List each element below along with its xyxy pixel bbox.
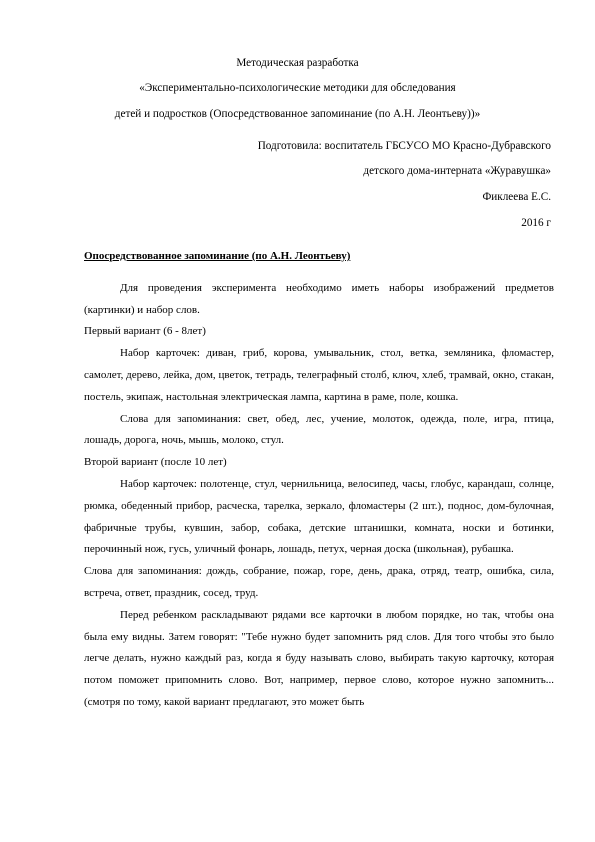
- doc-title-line-1: «Экспериментально-психологические методики для обследования: [139, 82, 456, 94]
- variant-2-cards: Набор карточек: полотенце, стул, чернильница, велосипед, часы, глобус, карандаш, солнце, рюмка, обеденный прибор, расческа, тарелка, зеркало, фломастеры (2 шт.), поднос, дом-булочная, фабричные трубы, кувшин, забор, собака, детские штанишки, комната, носки и ботинки, перочинный нож, гусь, уличный фонарь, лошадь, петух, черная доска (школьная), рубашка.: [84, 477, 554, 556]
- doc-type-line: Методическая разработка: [236, 57, 359, 69]
- intro-paragraph: Для проведения эксперимента необходимо иметь наборы изображений предметов (картинки) и набор слов.: [84, 281, 554, 316]
- variant-1-title: Первый вариант (6 - 8лет): [84, 325, 206, 338]
- document-year: 2016 г: [521, 217, 551, 229]
- section-heading: Опосредствованное запоминание (по А.Н. Леонтьеву): [84, 250, 351, 262]
- author-line-2: детского дома-интерната «Журавушка»: [363, 165, 551, 177]
- instructions-paragraph: Перед ребенком раскладывают рядами все карточки в любом порядке, но так, чтобы она была ему видны. Затем говорят: "Тебе нужно будет запомнить ряд слов. Для того чтобы это было легче делать, нужно каждый раз, когда я буду называть слово, выбирать такую карточку, которая потом поможет припомнить слово. Вот, например, первое слово, которое нужно запомнить... (смотря по тому, какой вариант предлагают, это может быть: [84, 608, 554, 708]
- main-text: [84, 246, 554, 714]
- variant-1-words: Слова для запоминания: свет, обед, лес, учение, молоток, одежда, поле, игра, птица, лошадь, дорога, ночь, мышь, молоко, стул.: [84, 412, 554, 447]
- variant-1-cards: Набор карточек: диван, гриб, корова, умывальник, стол, ветка, земляника, фломастер, самолет, дерево, лейка, дом, цветок, тетрадь, телеграфный столб, ключ, хлеб, трамвай, окно, стакан, постель, экипаж, настольная электрическая лампа, картина в раме, поле, кошка.: [84, 347, 554, 403]
- doc-title-line-2: детей и подростков (Опосредствованное запоминание (по А.Н. Леонтьеву))»: [114, 108, 481, 120]
- variant-2-title: Второй вариант (после 10 лет): [84, 456, 227, 469]
- author-line-1: Подготовила: воспитатель ГБСУСО МО Красно-Дубравского: [257, 140, 551, 152]
- variant-2-words: Слова для запоминания: дождь, собрание, пожар, горе, день, драка, отряд, театр, ошибка, сила, встреча, ответ, праздник, сосед, труд.: [84, 565, 554, 599]
- author-name: Фиклеева Е.С.: [482, 191, 551, 203]
